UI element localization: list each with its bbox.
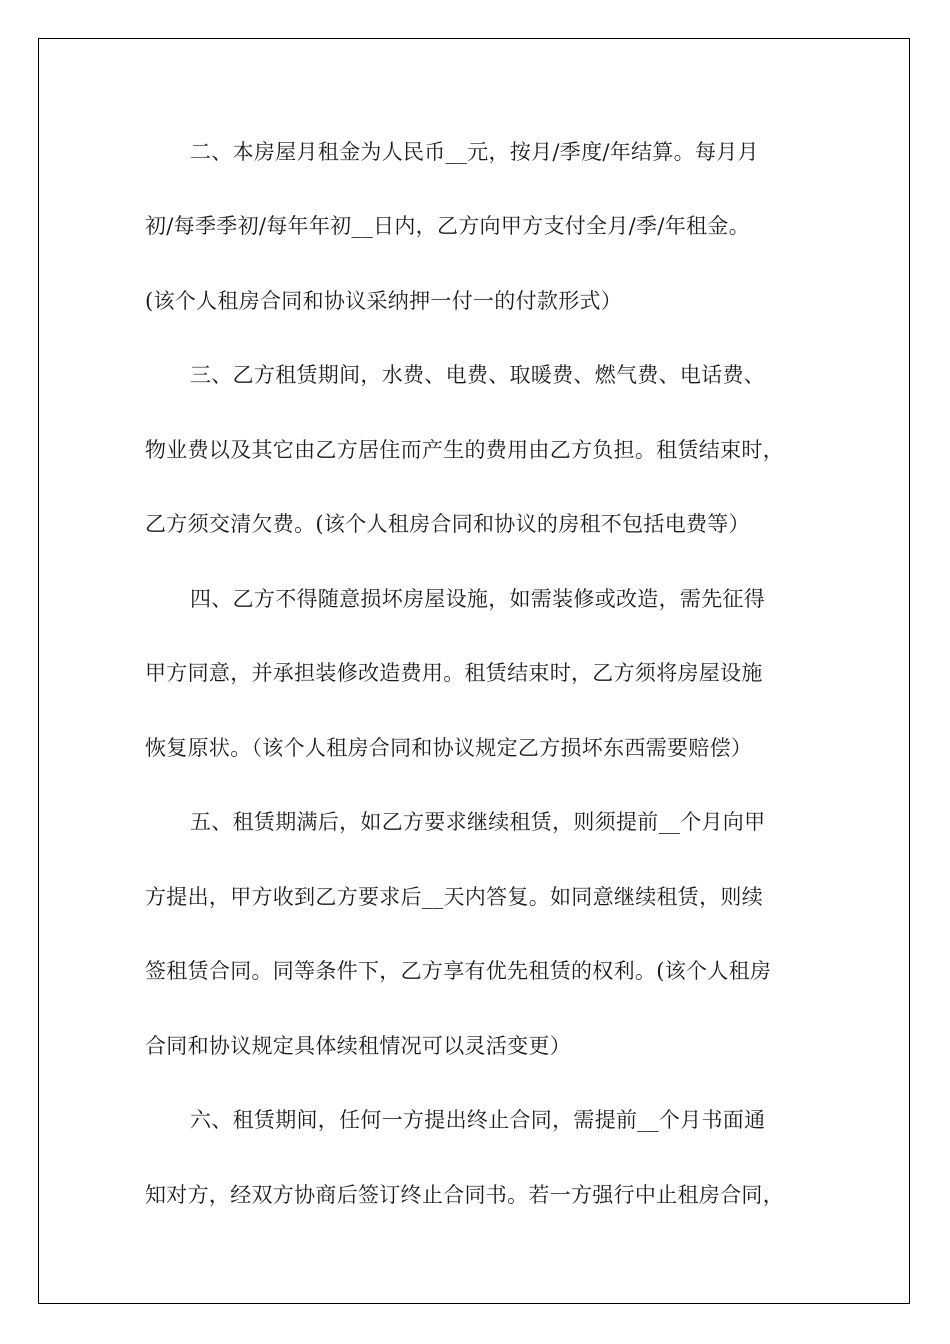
- clause-3-line-2: 物业费以及其它由乙方居住而产生的费用由乙方负担。租赁结束时，: [145, 438, 784, 462]
- clause-5-line-4: 合同和协议规定具体续租情况可以灵活变更）: [145, 1034, 571, 1058]
- clause-3-line-1: 三、乙方租赁期间，水费、电费、取暖费、燃气费、电话费、: [190, 363, 766, 387]
- clause-4-line-2: 甲方同意，并承担装修改造费用。租赁结束时，乙方须将房屋设施: [145, 661, 763, 685]
- clause-6-line-1: 六、租赁期间，任何一方提出终止合同，需提前__个月书面通: [190, 1108, 766, 1132]
- clause-2-line-2: 初/每季季初/每年年初__日内，乙方向甲方支付全月/季/年租金。: [145, 214, 750, 238]
- clause-2-line-3: (该个人租房合同和协议采纳押一付一的付款形式）: [145, 289, 623, 313]
- clause-3-line-3: 乙方须交清欠费。(该个人租房合同和协议的房租不包括电费等）: [145, 512, 750, 536]
- clause-6-line-2: 知对方，经双方协商后签订终止合同书。若一方强行中止租房合同，: [145, 1183, 784, 1207]
- clause-4-line-1: 四、乙方不得随意损坏房屋设施，如需装修或改造，需先征得: [190, 587, 766, 611]
- clause-2-line-1: 二、本房屋月租金为人民币__元，按月/季度/年结算。每月月: [190, 140, 759, 164]
- clause-5-line-2: 方提出，甲方收到乙方要求后__天内答复。如同意继续租赁，则续: [145, 885, 763, 909]
- clause-5-line-1: 五、租赁期满后，如乙方要求继续租赁，则须提前__个月向甲: [190, 810, 766, 834]
- clause-4-line-3: 恢复原状。（该个人租房合同和协议规定乙方损坏东西需要赔偿）: [145, 736, 753, 760]
- clause-5-line-3: 签租赁合同。同等条件下，乙方享有优先租赁的权利。(该个人租房: [145, 959, 772, 983]
